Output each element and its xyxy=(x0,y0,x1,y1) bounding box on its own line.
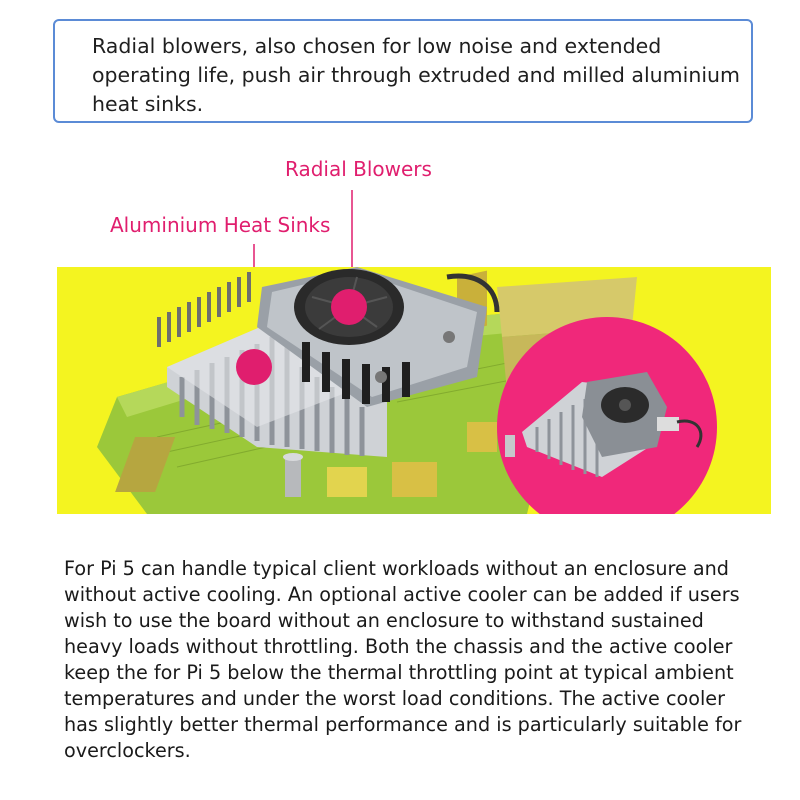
intro-text: Radial blowers, also chosen for low noise and extended operating life, push air through extruded and milled aluminium heat sinks. xyxy=(92,34,740,116)
description-text: For Pi 5 can handle typical client workloads without an enclosure and without active cooling. An optional active cooler can be added if users wish to use the board without an enclosure to withstand sustained heavy loads without throttling. Both the chassis and the active cooler keep the for Pi 5 below the thermal throttling point at typical ambient temperatures and under the worst load conditions. The active cooler has slightly better thermal performance and is particularly suitable for overclockers. xyxy=(64,557,742,762)
aluminium-heat-sinks-label: Aluminium Heat Sinks xyxy=(110,213,331,237)
heatsink-marker xyxy=(236,349,272,385)
cooler-photo xyxy=(57,267,771,514)
radial-blowers-label: Radial Blowers xyxy=(285,157,432,181)
